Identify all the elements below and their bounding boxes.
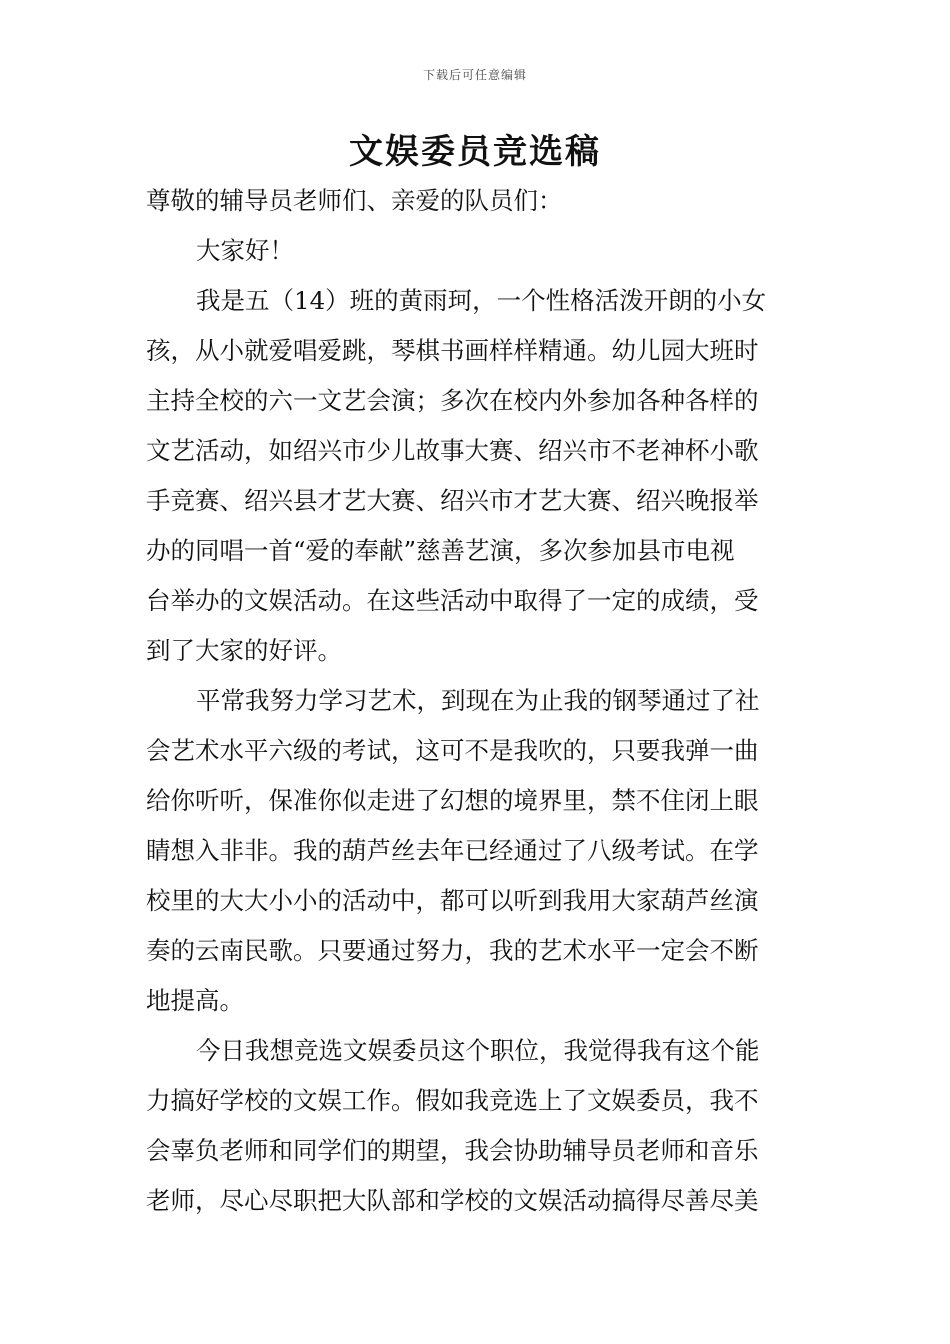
paragraph-2 [146,676,810,1026]
paragraph-3 [146,1026,810,1226]
paragraph-line: 给你听听，保准你似走进了幻想的境界里，禁不住闭上眼 [146,786,759,815]
paragraph-line: 台举办的文娱活动。在这些活动中取得了一定的成绩，受 [146,586,759,615]
paragraph-line: 会艺术水平六级的考试，这可不是我吹的，只要我弹一曲 [146,736,759,765]
paragraph-line: 我是五（14）班的黄雨珂，一个性格活泼开朗的小女 [196,286,767,315]
paragraph-line: 力搞好学校的文娱工作。假如我竞选上了文娱委员，我不 [146,1086,759,1115]
paragraph-line: 地提高。 [146,986,244,1015]
paragraph-line: 会辜负老师和同学们的期望，我会协助辅导员老师和音乐 [146,1136,759,1165]
paragraph-line: 手竞赛、绍兴县才艺大赛、绍兴市才艺大赛、绍兴晚报举 [146,486,759,515]
paragraph-line: 校里的大大小小的活动中，都可以听到我用大家葫芦丝演 [146,886,759,915]
paragraph-line: 睛想入非非。我的葫芦丝去年已经通过了八级考试。在学 [146,836,759,865]
paragraph-line: 奏的云南民歌。只要通过努力，我的艺术水平一定会不断 [146,936,759,965]
paragraph-line: 今日我想竞选文娱委员这个职位，我觉得我有这个能 [196,1036,760,1065]
paragraph-line: 平常我努力学习艺术，到现在为止我的钢琴通过了社 [196,686,760,715]
paragraph-1 [146,276,810,676]
paragraph-line: 主持全校的六一文艺会演；多次在校内外参加各种各样的 [146,386,759,415]
paragraph-line: 到了大家的好评。 [146,636,342,665]
paragraph-line: 文艺活动，如绍兴市少儿故事大赛、绍兴市不老神杯小歌 [146,436,759,465]
paragraph-line: 办的同唱一首“爱的奉献”慈善艺演，多次参加县市电视 [146,536,735,565]
document-title: 文娱委员竞选稿 [349,132,601,172]
document-body [146,176,810,1226]
greeting-line: 尊敬的辅导员老师们、亲爱的队员们： [146,186,563,215]
paragraph-line: 孩，从小就爱唱爱跳，琴棋书画样样精通。幼儿园大班时 [146,336,759,365]
page-header-note: 下载后可任意编辑 [422,68,527,82]
hello-line: 大家好！ [196,236,294,265]
paragraph-line: 老师，尽心尽职把大队部和学校的文娱活动搞得尽善尽美 [146,1186,759,1215]
